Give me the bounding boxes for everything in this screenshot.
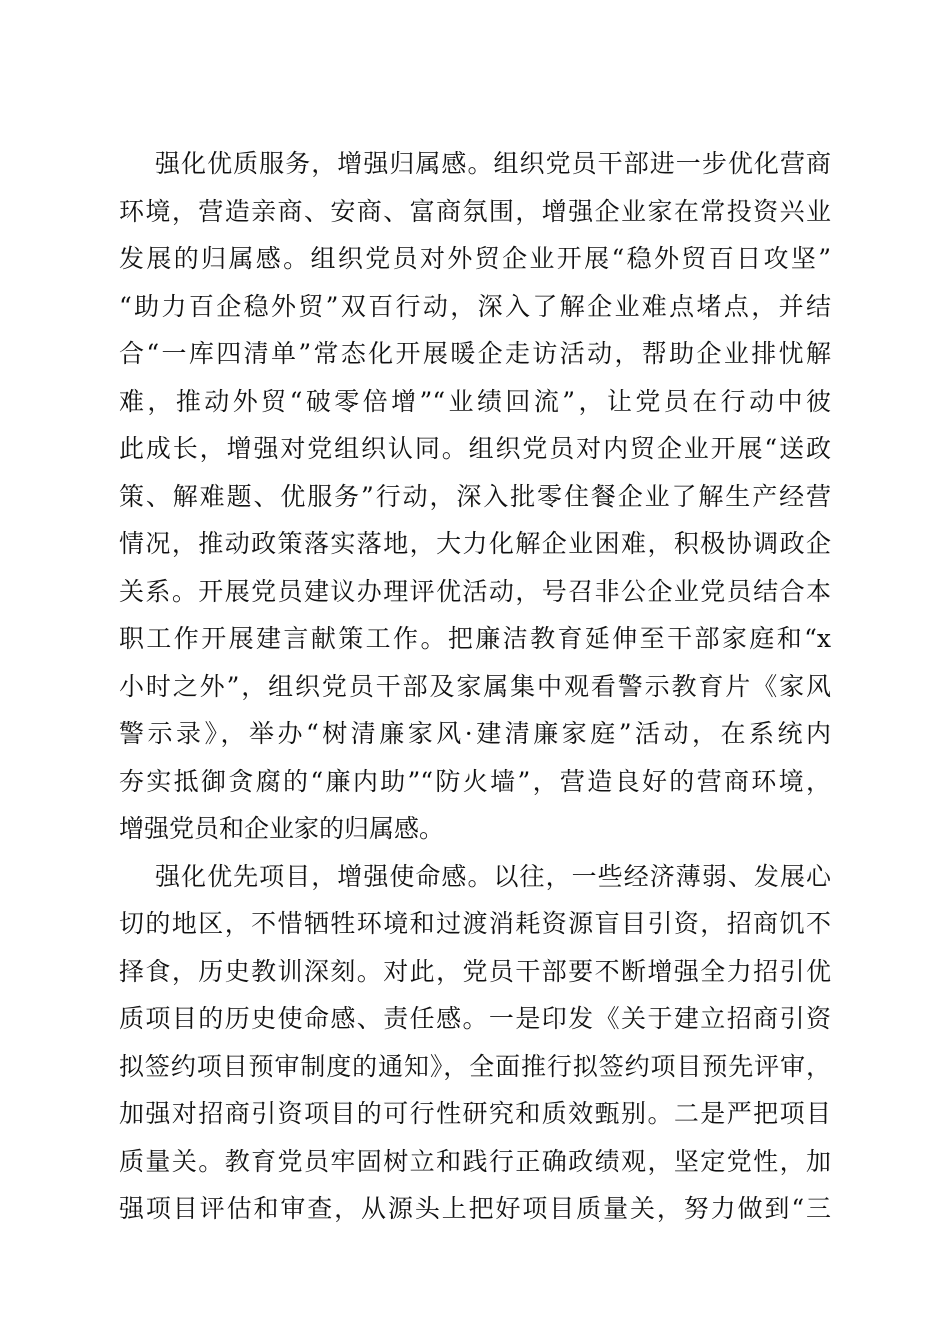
paragraph-projects [119, 853, 831, 1233]
text-line: 情况，推动政策落实落地，大力化解企业困难，积极协调政企 [119, 529, 831, 558]
text-line: 发展的归属感。组织党员对外贸企业开展“稳外贸百日攻坚” [119, 244, 831, 273]
text-line: 职工作开展建言献策工作。把廉洁教育延伸至干部家庭和“x [119, 624, 831, 653]
text-line: 小时之外”，组织党员干部及家属集中观看警示教育片《家风 [119, 671, 831, 701]
text-line: 警示录》，举办“树清廉家风·建清廉家庭”活动，在系统内 [119, 719, 831, 748]
text-line: 合“一库四清单”常态化开展暖企走访活动，帮助企业排忧解 [119, 339, 831, 368]
text-line: 夯实抵御贪腐的“廉内助”“防火墙”，营造良好的营商环境， [119, 766, 831, 796]
text-line: 增强党员和企业家的归属感。 [119, 814, 445, 843]
text-line: 质项目的历史使命感、责任感。一是印发《关于建立招商引资 [119, 1004, 831, 1033]
text-line: 此成长，增强对党组织认同。组织党员对内贸企业开展“送政 [119, 434, 831, 463]
text-line: 难，推动外贸“破零倍增”“业绩回流”，让党员在行动中彼 [119, 386, 831, 416]
text-line: 切的地区，不惜牺牲环境和过渡消耗资源盲目引资，招商饥不 [119, 909, 831, 938]
text-line: “助力百企稳外贸”双百行动，深入了解企业难点堵点，并结 [119, 291, 831, 321]
text-line: 环境，营造亲商、安商、富商氛围，增强企业家在常投资兴业 [119, 196, 831, 226]
text-line: 拟签约项目预审制度的通知》，全面推行拟签约项目预先评审， [119, 1051, 831, 1081]
document-body [119, 140, 831, 1233]
text-line: 质量关。教育党员牢固树立和践行正确政绩观，坚定党性，加 [119, 1146, 831, 1176]
text-line: 关系。开展党员建议办理评优活动，号召非公企业党员结合本 [119, 576, 831, 606]
text-line: 强化优质服务，增强归属感。组织党员干部进一步优化营商 [155, 149, 831, 178]
text-line: 强化优先项目，增强使命感。以往，一些经济薄弱、发展心 [155, 861, 831, 891]
paragraph-service [119, 140, 831, 853]
text-line: 强项目评估和审查，从源头上把好项目质量关，努力做到“三 [119, 1194, 831, 1223]
text-line: 策、解难题、优服务”行动，深入批零住餐企业了解生产经营 [119, 481, 831, 511]
text-line: 择食，历史教训深刻。对此，党员干部要不断增强全力招引优 [119, 956, 831, 986]
text-line: 加强对招商引资项目的可行性研究和质效甄别。二是严把项目 [119, 1099, 831, 1128]
